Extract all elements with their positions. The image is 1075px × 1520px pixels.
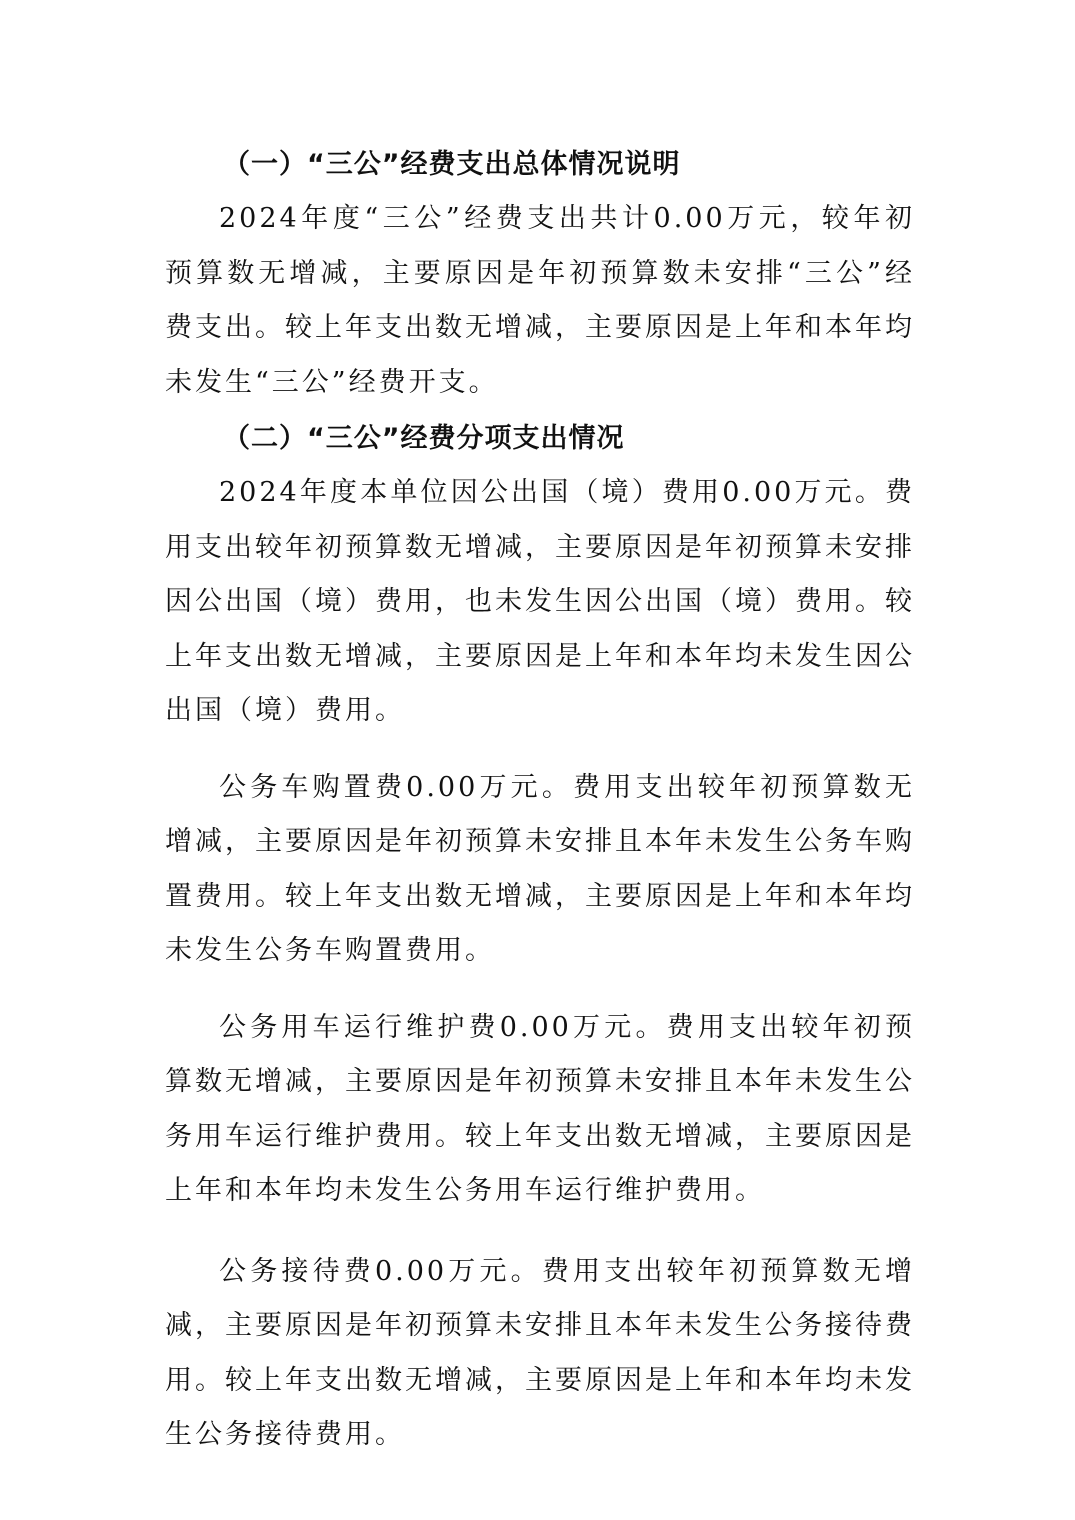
document-body <box>165 138 915 1463</box>
vehicle-maintenance-paragraph: 公务用车运行维护费0.00万元。费用支出较年初预算数无增减，主要原因是年初预算未安排且本年未发生公务用车运行维护费用。较上年支出数无增减，主要原因是上年和本年均未发生公务用车运行维护费用。 <box>165 1011 915 1206</box>
overview-paragraph: 2024年度“三公”经费支出共计0.00万元，较年初预算数无增减，主要原因是年初预算数未安排“三公”经费支出。较上年支出数无增减，主要原因是上年和本年均未发生“三公”经费开支。 <box>165 203 915 398</box>
section-heading-breakdown: （二）“三公”经费分项支出情况 <box>223 423 625 454</box>
overseas-travel-paragraph: 2024年度本单位因公出国（境）费用0.00万元。费用支出较年初预算数无增减，主要原因是年初预算未安排因公出国（境）费用，也未发生因公出国（境）费用。较上年支出数无增减，主要原因是上年和本年均未发生因公出国（境）费用。 <box>165 477 915 726</box>
reception-paragraph: 公务接待费0.00万元。费用支出较年初预算数无增减，主要原因是年初预算未安排且本年未发生公务接待费用。较上年支出数无增减，主要原因是上年和本年均未发生公务接待费用。 <box>165 1255 915 1450</box>
section-heading-overview: （一）“三公”经费支出总体情况说明 <box>223 149 681 180</box>
vehicle-purchase-paragraph: 公务车购置费0.00万元。费用支出较年初预算数无增减，主要原因是年初预算未安排且本年未发生公务车购置费用。较上年支出数无增减，主要原因是上年和本年均未发生公务车购置费用。 <box>165 771 915 966</box>
